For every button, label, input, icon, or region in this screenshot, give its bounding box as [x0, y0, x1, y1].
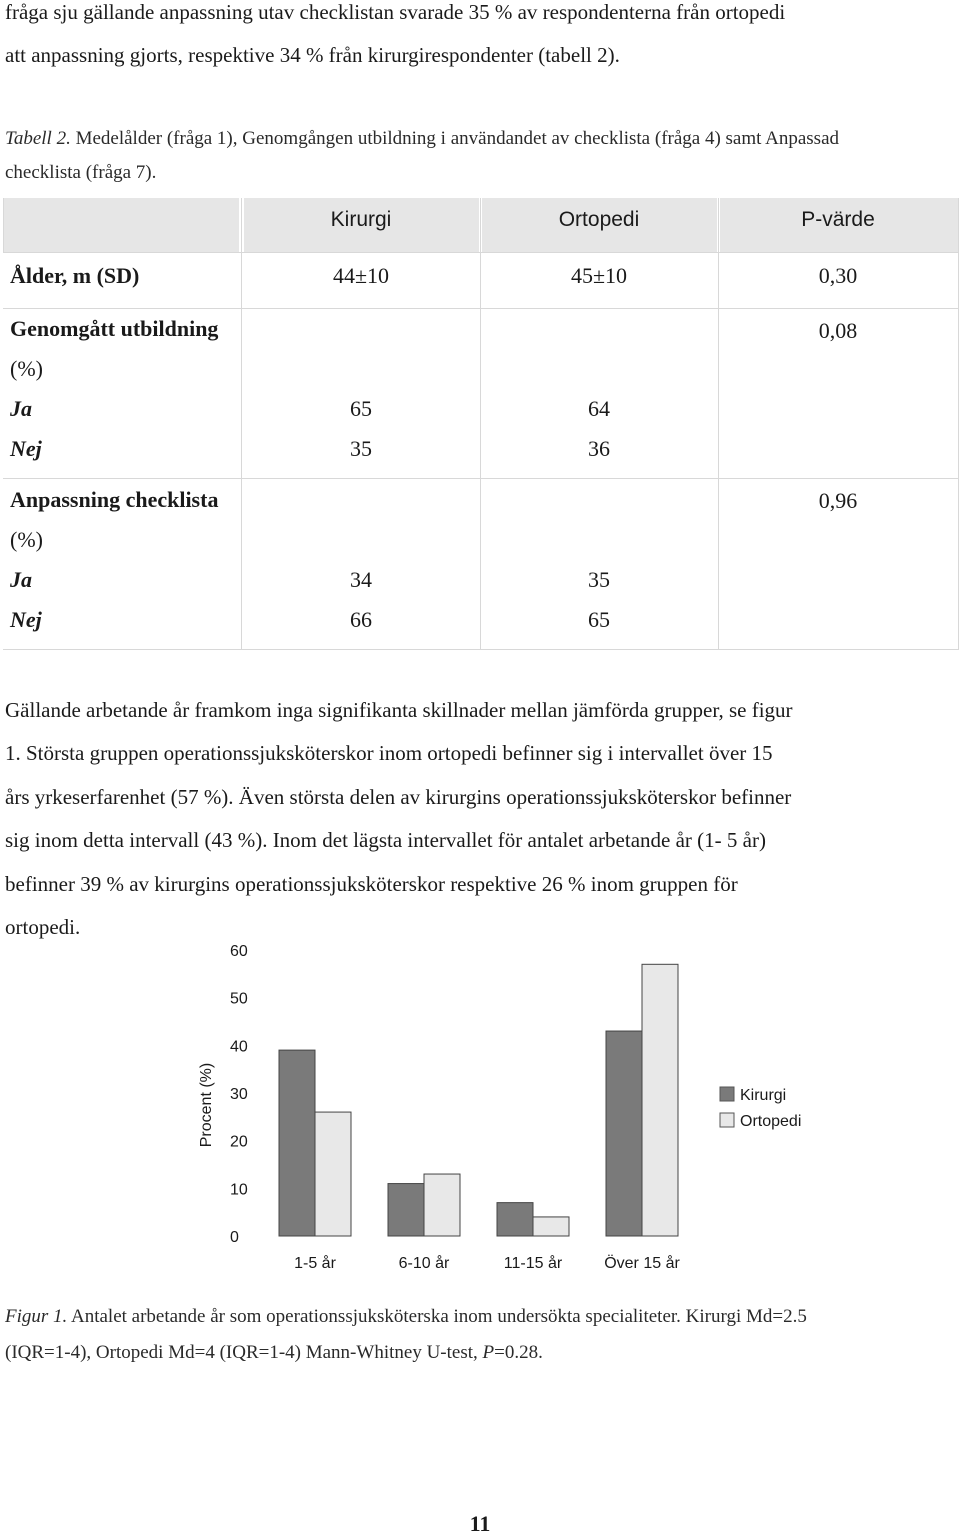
y-tick-label: 40	[230, 1038, 248, 1056]
paragraph-line: befinner 39 % av kirurgins operationssjuksköterskor respektive 26 % inom gruppen för	[5, 872, 738, 896]
bar-kirurgi-4	[606, 1031, 642, 1236]
cell-adaptation-ja-ortopedi: 35	[588, 567, 610, 592]
figure-caption-line-1	[5, 1307, 807, 1326]
x-tick-label: 6-10 år	[398, 1255, 450, 1272]
x-tick-label: 11-15 år	[503, 1255, 563, 1272]
y-tick-label: 30	[230, 1086, 248, 1103]
y-tick-label: 10	[230, 1181, 248, 1199]
table-header-ortopedi: Ortopedi	[558, 208, 640, 231]
intro-line-1: fråga sju gällande anpassning utav checklistan svarade 35 % av respondenterna från ortopedi	[5, 0, 786, 24]
cell-age-ortopedi: 45±10	[570, 263, 628, 288]
table-divider	[3, 308, 959, 309]
row-label-training-nej: Nej	[10, 436, 42, 461]
figure-caption-line-2	[5, 1343, 543, 1362]
table-caption-text: Medelålder (fråga 1), Genomgången utbildning i användandet av checklista (fråga 4) samt Anpassad	[70, 128, 840, 149]
table-caption-line-2: checklista (fråga 7).	[5, 162, 157, 183]
cell-training-nej-kirurgi: 35	[350, 436, 372, 461]
cell-adaptation-ja-kirurgi: 34	[350, 567, 372, 592]
y-tick-label: 0	[230, 1229, 239, 1246]
figure-caption-text-b: =0.28.	[494, 1342, 543, 1363]
row-label-age: Ålder, m (SD)	[10, 263, 140, 288]
chart-legend	[720, 1087, 801, 1130]
intro-line-2: att anpassning gjorts, respektive 34 % från kirurgirespondenter (tabell 2).	[5, 43, 620, 67]
paragraph-line: Gällande arbetande år framkom inga signifikanta skillnader mellan jämförda grupper, se figur	[5, 698, 793, 722]
bar-chart	[0, 930, 960, 1290]
y-tick-label: 20	[230, 1133, 248, 1151]
paragraph-line: års yrkeserfarenhet (57 %). Även största delen av kirurgins operationssjuksköterskor befinner	[5, 785, 792, 809]
row-label-adaptation-nej: Nej	[10, 607, 42, 632]
bar-ortopedi-4	[642, 964, 678, 1236]
row-label-adaptation-ja: Ja	[10, 567, 32, 592]
cell-training-pvalue: 0,08	[818, 318, 858, 343]
table-divider	[718, 198, 719, 650]
cell-training-ja-ortopedi: 64	[588, 396, 610, 421]
bar-ortopedi-2	[424, 1174, 460, 1236]
figure-caption-text: Antalet arbetande år som operationssjuksköterska inom undersökta specialiteter. Kirurgi Md=2.5	[67, 1306, 807, 1327]
legend-label-ortopedi: Ortopedi	[740, 1113, 802, 1130]
legend-swatch-ortopedi	[720, 1113, 734, 1127]
table-divider	[3, 198, 4, 252]
table-header-kirurgi: Kirurgi	[330, 208, 392, 231]
cell-training-nej-ortopedi: 36	[588, 436, 610, 461]
y-axis-label: Procent (%)	[198, 1062, 215, 1148]
table-divider	[3, 478, 959, 479]
cell-adaptation-pvalue: 0,96	[818, 488, 858, 513]
figure-caption-text-a: (IQR=1-4), Ortopedi Md=4 (IQR=1-4) Mann-Whitney U-test,	[5, 1342, 483, 1363]
table-divider	[3, 252, 959, 253]
table-header-blank	[3, 198, 239, 252]
y-tick-label: 50	[230, 990, 248, 1008]
bar-kirurgi-2	[388, 1184, 424, 1236]
x-tick-label: Över 15 år	[604, 1255, 680, 1272]
bar-ortopedi-1	[315, 1112, 351, 1236]
cell-adaptation-nej-kirurgi: 66	[350, 607, 372, 632]
cell-age-kirurgi: 44±10	[332, 263, 390, 288]
legend-swatch-kirurgi	[720, 1087, 734, 1101]
table-divider	[480, 198, 481, 650]
bar-kirurgi-3	[497, 1203, 533, 1236]
bar-ortopedi-3	[533, 1217, 569, 1236]
figure-caption-label: Figur 1.	[5, 1306, 68, 1327]
row-unit-training: (%)	[10, 356, 43, 381]
y-axis-ticks	[230, 943, 248, 1246]
table-header-pvalue: P-värde	[801, 208, 875, 231]
page-number: 11	[469, 1511, 491, 1536]
table-caption-line-1	[5, 129, 839, 148]
figure-caption-p-symbol: P	[482, 1342, 495, 1363]
paragraph-line: sig inom detta intervall (43 %). Inom det lägsta intervallet för antalet arbetande år (1- 5 år)	[5, 828, 766, 852]
bar-kirurgi-1	[279, 1050, 315, 1236]
row-unit-adaptation: (%)	[10, 527, 43, 552]
y-tick-label: 60	[230, 943, 248, 960]
row-label-training: Genomgått utbildning	[10, 316, 219, 341]
table-divider	[958, 198, 959, 650]
x-axis-ticks	[294, 1254, 680, 1272]
row-label-training-ja: Ja	[10, 396, 32, 421]
paragraph-line: ortopedi.	[5, 915, 81, 939]
x-tick-label: 1-5 år	[294, 1255, 336, 1272]
table-caption-label: Tabell 2.	[5, 128, 71, 149]
cell-training-ja-kirurgi: 65	[350, 396, 372, 421]
chart-bars	[279, 964, 678, 1236]
cell-adaptation-nej-ortopedi: 65	[588, 607, 610, 632]
results-table	[3, 198, 959, 650]
legend-label-kirurgi: Kirurgi	[740, 1087, 787, 1104]
cell-age-pvalue: 0,30	[818, 263, 858, 288]
paragraph-line: 1. Största gruppen operationssjuksköterskor inom ortopedi befinner sig i intervallet över 15	[5, 741, 773, 765]
table-divider	[3, 649, 959, 650]
table-divider	[241, 198, 242, 650]
row-label-adaptation: Anpassning checklista	[10, 487, 219, 512]
